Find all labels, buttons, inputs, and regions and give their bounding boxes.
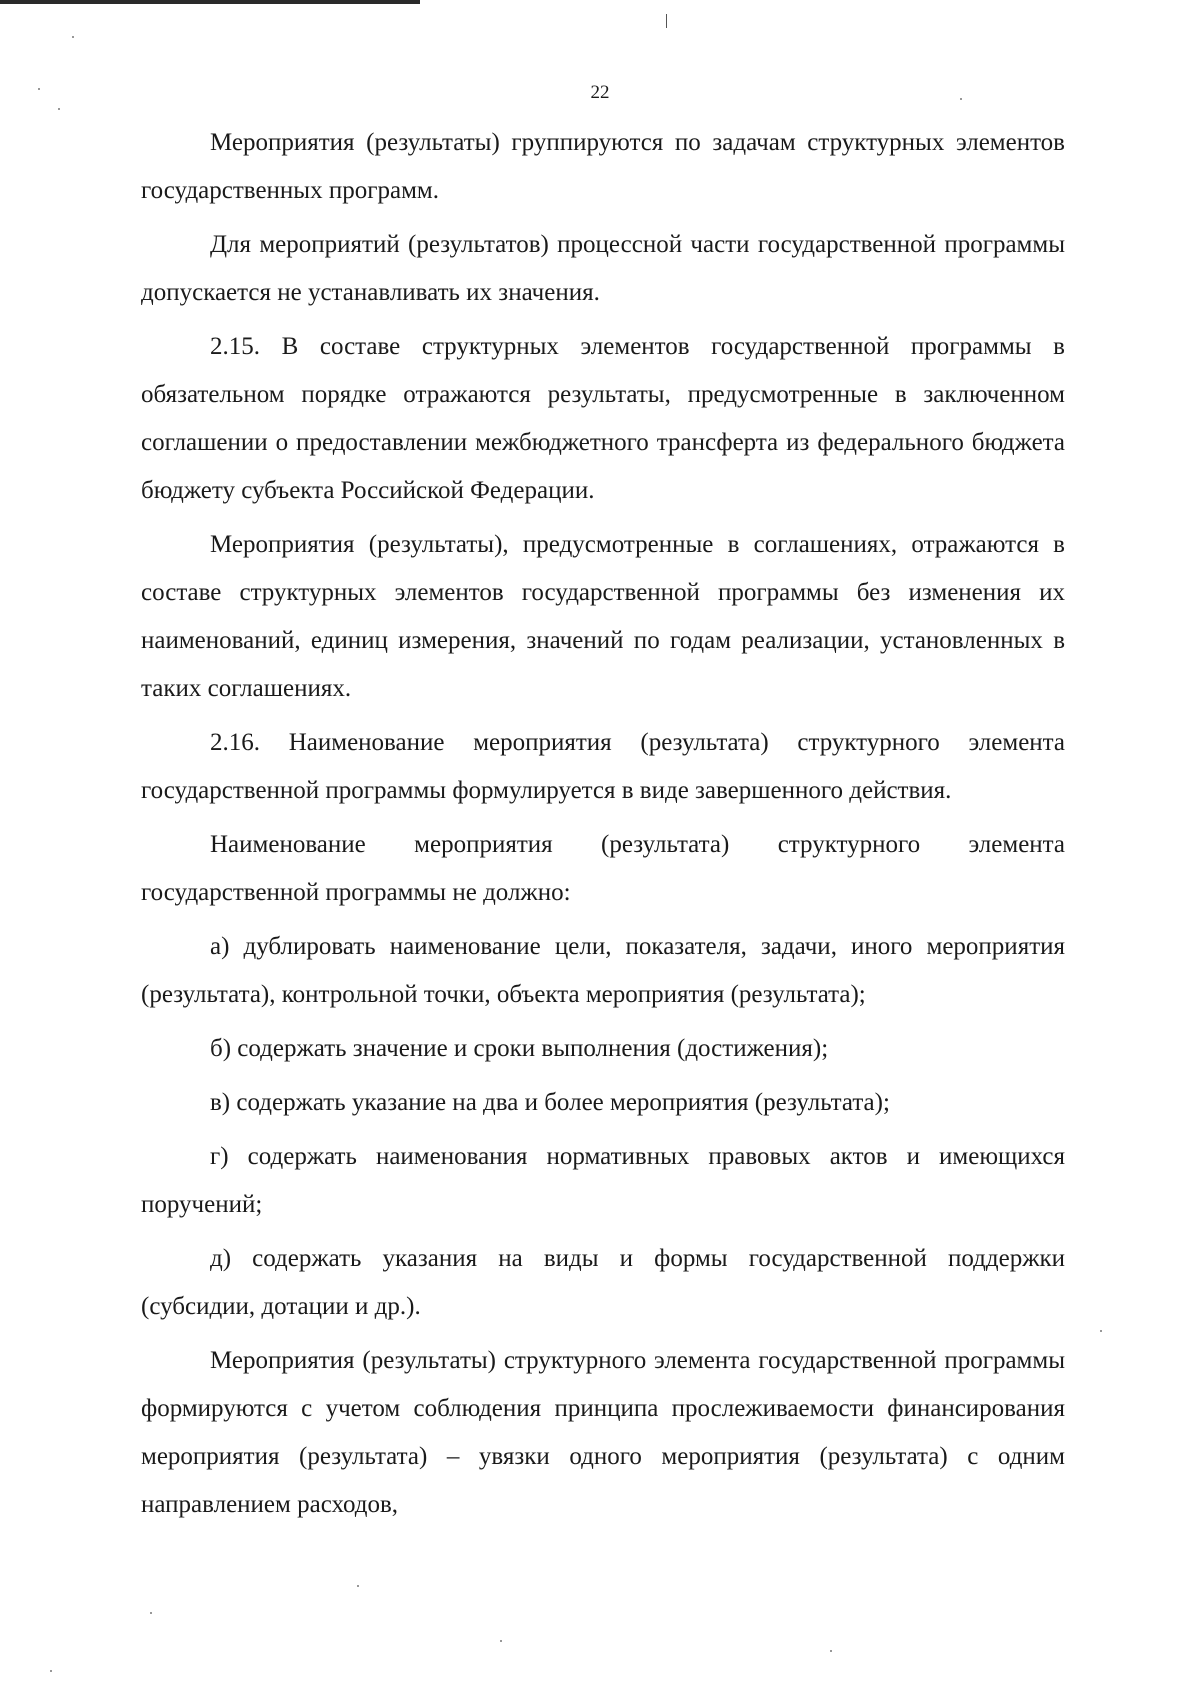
scan-speck bbox=[500, 1640, 502, 1642]
scan-speck bbox=[38, 88, 40, 90]
scan-speck bbox=[50, 1670, 52, 1672]
paragraph: Мероприятия (результаты), предусмотренные в соглашениях, отражаются в составе структурных элементов государственной программы без изменения их наименований, единиц измерения, значений по годам реализации, установленных в таких соглашениях. bbox=[141, 531, 1065, 702]
scan-speck bbox=[1100, 1330, 1102, 1332]
scan-speck bbox=[58, 108, 60, 110]
page-number: 22 bbox=[590, 82, 610, 103]
list-item: а) дублировать наименование цели, показателя, задачи, иного мероприятия (результата), контрольной точки, объекта мероприятия (результата); bbox=[141, 933, 1065, 1008]
paragraph: Мероприятия (результаты) группируются по задачам структурных элементов государственных программ. bbox=[141, 129, 1065, 204]
scan-edge-line bbox=[0, 0, 420, 4]
paragraph: Мероприятия (результаты) структурного элемента государственной программы формируются с учетом соблюдения принципа прослеживаемости финансирования мероприятия (результата) – увязки одного мероприятия (результата) с одним направлением расходов, bbox=[141, 1347, 1065, 1518]
paragraph: Наименование мероприятия (результата) структурного элемента государственной программы не должно: bbox=[141, 831, 1065, 906]
list-item: д) содержать указания на виды и формы государственной поддержки (субсидии, дотации и др.). bbox=[141, 1245, 1065, 1320]
paragraph: 2.15. В составе структурных элементов государственной программы в обязательном порядке отражаются результаты, предусмотренные в заключенном соглашении о предоставлении межбюджетного трансферта из федерального бюджета бюджету субъекта Российской Федерации. bbox=[141, 333, 1065, 504]
list-item: б) содержать значение и сроки выполнения (достижения); bbox=[210, 1035, 829, 1062]
scan-speck bbox=[357, 1585, 359, 1587]
document-body bbox=[141, 119, 1065, 1529]
scan-speck bbox=[960, 98, 962, 100]
paragraph: Для мероприятий (результатов) процессной части государственной программы допускается не устанавливать их значения. bbox=[141, 231, 1065, 306]
list-item: в) содержать указание на два и более мероприятия (результата); bbox=[210, 1089, 890, 1116]
scan-speck bbox=[830, 1650, 832, 1652]
scan-speck bbox=[150, 1612, 152, 1614]
scan-mark bbox=[666, 14, 667, 28]
paragraph: 2.16. Наименование мероприятия (результата) структурного элемента государственной программы формулируется в виде завершенного действия. bbox=[141, 729, 1065, 804]
scan-speck bbox=[72, 36, 74, 38]
list-item: г) содержать наименования нормативных правовых актов и имеющихся поручений; bbox=[141, 1143, 1065, 1218]
